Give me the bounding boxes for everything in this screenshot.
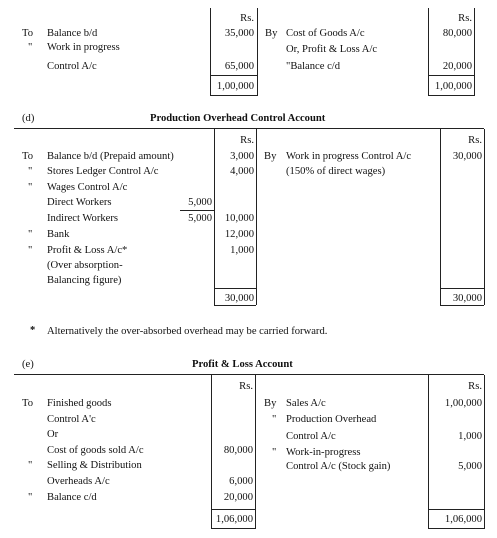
- entry-amount: 20,000: [223, 492, 253, 503]
- entry-particulars: Work-in-progress: [286, 447, 361, 458]
- entry-particulars: Production Overhead: [286, 414, 377, 425]
- rs-header-left: Rs.: [239, 381, 253, 392]
- entry-particulars: Balancing figure): [47, 275, 122, 286]
- total-right: 1,06,000: [444, 514, 482, 525]
- entry-particulars: Overheads A/c: [47, 476, 110, 487]
- total-left: 30,000: [224, 293, 254, 304]
- rs-header-left: Rs.: [240, 135, 254, 146]
- entry-prefix: ": [28, 460, 33, 471]
- entry-particulars: Work in progress: [47, 42, 120, 53]
- entry-amount: 80,000: [223, 445, 253, 456]
- entry-amount: 20,000: [442, 61, 472, 72]
- account-title: Production Overhead Control Account: [150, 113, 326, 124]
- entry-amount: 5,000: [458, 461, 482, 472]
- entry-amount: 3,000: [230, 151, 254, 162]
- rs-header-right: Rs.: [468, 381, 482, 392]
- entry-amount: 1,00,000: [444, 398, 482, 409]
- rs-header-left: Rs.: [240, 13, 254, 24]
- entry-particulars: Or, Profit & Loss A/c: [286, 44, 378, 55]
- entry-prefix: ": [28, 245, 33, 256]
- footnote-marker: *: [30, 325, 36, 336]
- entry-particulars: Finished goods: [47, 398, 112, 409]
- entry-amount: 35,000: [224, 28, 254, 39]
- entry-sub-amount: 5,000: [188, 197, 212, 208]
- total-right: 1,00,000: [434, 81, 472, 92]
- entry-prefix: By: [264, 151, 277, 162]
- entry-particulars: Work in progress Control A/c: [286, 151, 412, 162]
- rs-header-right: Rs.: [458, 13, 472, 24]
- entry-particulars: Stores Ledger Control A/c: [47, 166, 159, 177]
- entry-particulars: (150% of direct wages): [286, 166, 386, 177]
- entry-prefix: To: [22, 398, 34, 409]
- entry-particulars: Sales A/c: [286, 398, 326, 409]
- entry-prefix: ": [272, 447, 277, 458]
- rs-header-right: Rs.: [468, 135, 482, 146]
- entry-particulars: Control A/c (Stock gain): [286, 461, 391, 472]
- entry-particulars: (Over absorption-: [47, 260, 123, 271]
- entry-particulars: Selling & Distribution: [47, 460, 142, 471]
- entry-amount: 80,000: [442, 28, 472, 39]
- total-right: 30,000: [452, 293, 482, 304]
- section-label: (e): [22, 359, 34, 370]
- entry-particulars: Wages Control A/c: [47, 182, 128, 193]
- entry-prefix: To: [22, 151, 34, 162]
- entry-amount: 1,000: [230, 245, 254, 256]
- entry-particulars: Control A/c: [47, 61, 97, 72]
- section-label: (d): [22, 113, 35, 124]
- total-left: 1,00,000: [216, 81, 254, 92]
- entry-particulars: Balance c/d: [47, 492, 97, 503]
- entry-particulars: Control A/c: [286, 431, 336, 442]
- entry-prefix: ": [28, 182, 33, 193]
- account-title: Profit & Loss Account: [192, 359, 293, 370]
- entry-amount: 1,000: [458, 431, 482, 442]
- entry-prefix: By: [265, 28, 278, 39]
- entry-amount: 6,000: [229, 476, 253, 487]
- entry-particulars: Control A'c: [47, 414, 96, 425]
- entry-amount: 65,000: [224, 61, 254, 72]
- entry-prefix: ": [28, 166, 33, 177]
- footnote: Alternatively the over-absorbed overhead may be carried forward.: [47, 326, 328, 337]
- entry-prefix: To: [22, 28, 34, 39]
- entry-sub-amount: 5,000: [188, 213, 212, 224]
- entry-amount: 10,000: [224, 213, 254, 224]
- entry-prefix: ": [272, 414, 277, 425]
- entry-particulars: Cost of goods sold A/c: [47, 445, 144, 456]
- entry-particulars: Indirect Workers: [47, 213, 119, 224]
- entry-particulars: "Balance c/d: [286, 61, 341, 72]
- entry-particulars: Direct Workers: [47, 197, 112, 208]
- entry-prefix: ": [28, 42, 33, 53]
- entry-particulars: Balance b/d (Prepaid amount): [47, 151, 174, 162]
- entry-particulars: Balance b/d: [47, 28, 98, 39]
- entry-amount: 4,000: [230, 166, 254, 177]
- entry-particulars: Or: [47, 429, 59, 440]
- entry-amount: 12,000: [224, 229, 254, 240]
- entry-prefix: ": [28, 492, 33, 503]
- total-left: 1,06,000: [215, 514, 253, 525]
- entry-particulars: Bank: [47, 229, 70, 240]
- entry-prefix: By: [264, 398, 277, 409]
- entry-particulars: Cost of Goods A/c: [286, 28, 365, 39]
- entry-particulars: Profit & Loss A/c*: [47, 245, 128, 256]
- entry-prefix: ": [28, 229, 33, 240]
- entry-amount: 30,000: [452, 151, 482, 162]
